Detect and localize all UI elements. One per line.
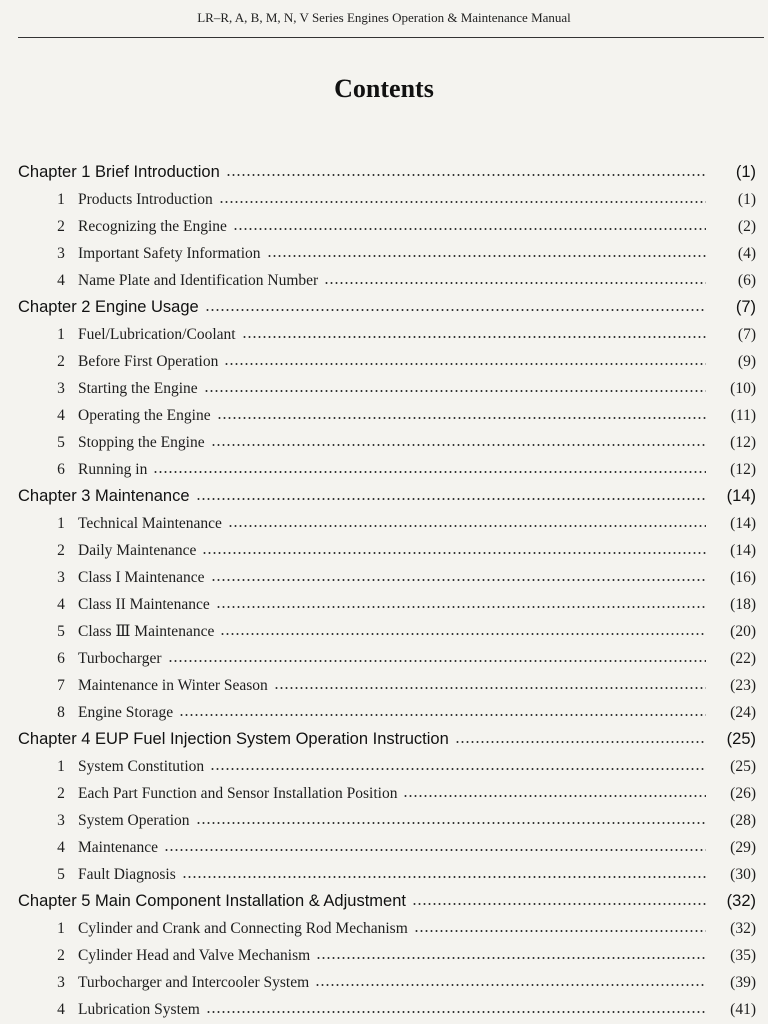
toc-chapter-entry xyxy=(0,294,768,321)
toc-page-number: (1) xyxy=(735,163,756,181)
dot-leader xyxy=(202,552,706,554)
toc-entry-label: Chapter 5 Main Component Installation & Adjustment xyxy=(18,892,406,910)
toc-section-entry xyxy=(0,996,768,1023)
dot-leader xyxy=(196,498,706,500)
dot-leader xyxy=(179,714,706,716)
toc-entry-label: Class I Maintenance xyxy=(78,569,205,586)
toc-entry-label: Class Ⅲ Maintenance xyxy=(78,623,215,640)
toc-entry-number: 3 xyxy=(57,380,65,397)
toc-section-entry xyxy=(0,186,768,213)
toc-entry-number: 5 xyxy=(57,434,65,451)
toc-entry-number: 8 xyxy=(57,704,65,721)
toc-entry-number: 1 xyxy=(57,758,65,775)
toc-page-number: (6) xyxy=(737,272,756,289)
toc-entry-number: 2 xyxy=(57,542,65,559)
dot-leader xyxy=(316,957,706,959)
toc-entry-label: Fuel/Lubrication/Coolant xyxy=(78,326,236,343)
toc-page-number: (14) xyxy=(726,487,756,505)
toc-page-number: (20) xyxy=(730,623,756,640)
toc-section-entry xyxy=(0,537,768,564)
toc-entry-number: 4 xyxy=(57,407,65,424)
toc-entry-label: Running in xyxy=(78,461,148,478)
toc-entry-label: Products Introduction xyxy=(78,191,213,208)
toc-entry-number: 4 xyxy=(57,596,65,613)
toc-section-entry xyxy=(0,321,768,348)
dot-leader xyxy=(226,174,706,176)
toc-entry-label: Chapter 3 Maintenance xyxy=(18,487,190,505)
toc-entry-number: 2 xyxy=(57,353,65,370)
running-header: LR–R, A, B, M, N, V Series Engines Operation & Maintenance Manual xyxy=(197,10,571,25)
toc-page-number: (35) xyxy=(730,947,756,964)
toc-entry-label: Class II Maintenance xyxy=(78,596,210,613)
toc-entry-number: 2 xyxy=(57,785,65,802)
toc-entry-label: Important Safety Information xyxy=(78,245,261,262)
dot-leader xyxy=(267,255,706,257)
dot-leader xyxy=(414,930,706,932)
toc-page-number: (25) xyxy=(730,758,756,775)
toc-page-number: (12) xyxy=(730,461,756,478)
dot-leader xyxy=(206,1011,706,1013)
toc-chapter-entry xyxy=(0,726,768,753)
toc-section-entry xyxy=(0,753,768,780)
toc-section-entry xyxy=(0,942,768,969)
toc-page-number: (22) xyxy=(730,650,756,667)
dot-leader xyxy=(182,876,706,878)
toc-section-entry xyxy=(0,240,768,267)
toc-page-number: (12) xyxy=(730,434,756,451)
toc-entry-label: Operating the Engine xyxy=(78,407,211,424)
toc-entry-number: 2 xyxy=(57,947,65,964)
toc-entry-label: System Constitution xyxy=(78,758,205,775)
dot-leader xyxy=(455,741,706,743)
dot-leader xyxy=(274,687,706,689)
dot-leader xyxy=(216,606,706,608)
toc-page-number: (24) xyxy=(730,704,756,721)
toc-entry-label: Chapter 2 Engine Usage xyxy=(18,298,199,316)
toc-entry-number: 4 xyxy=(57,1001,65,1018)
toc-entry-label: Cylinder Head and Valve Mechanism xyxy=(78,947,311,964)
toc-chapter-entry xyxy=(0,888,768,915)
dot-leader xyxy=(412,903,706,905)
dot-leader xyxy=(220,633,706,635)
toc-page-number: (39) xyxy=(730,974,756,991)
toc-section-entry xyxy=(0,618,768,645)
toc-entry-label: Each Part Function and Sensor Installation Position xyxy=(78,785,398,802)
toc-section-entry xyxy=(0,807,768,834)
dot-leader xyxy=(242,336,706,338)
toc-page-number: (10) xyxy=(730,380,756,397)
toc-entry-label: Fault Diagnosis xyxy=(78,866,176,883)
toc-page-number: (16) xyxy=(730,569,756,586)
toc-entry-number: 4 xyxy=(57,839,65,856)
toc-page-number: (2) xyxy=(737,218,756,235)
toc-page-number: (41) xyxy=(730,1001,756,1018)
toc-entry-label: Chapter 4 EUP Fuel Injection System Operation Instruction xyxy=(18,730,449,748)
toc-entry-number: 3 xyxy=(57,569,65,586)
toc-entry-number: 4 xyxy=(57,272,65,289)
dot-leader xyxy=(205,309,706,311)
toc-section-entry xyxy=(0,429,768,456)
table-of-contents xyxy=(0,159,768,1023)
dot-leader xyxy=(315,984,706,986)
toc-page-number: (1) xyxy=(737,191,756,208)
toc-section-entry xyxy=(0,969,768,996)
toc-page-number: (14) xyxy=(730,542,756,559)
toc-page-number: (7) xyxy=(737,326,756,343)
toc-section-entry xyxy=(0,510,768,537)
dot-leader xyxy=(219,201,706,203)
toc-entry-label: Maintenance in Winter Season xyxy=(78,677,268,694)
toc-entry-label: Technical Maintenance xyxy=(78,515,222,532)
toc-entry-number: 1 xyxy=(57,326,65,343)
dot-leader xyxy=(211,444,706,446)
toc-entry-number: 3 xyxy=(57,245,65,262)
toc-entry-number: 5 xyxy=(57,866,65,883)
dot-leader xyxy=(168,660,706,662)
toc-entry-label: System Operation xyxy=(78,812,190,829)
toc-chapter-entry xyxy=(0,483,768,510)
toc-section-entry xyxy=(0,348,768,375)
toc-entry-label: Lubrication System xyxy=(78,1001,200,1018)
dot-leader xyxy=(324,282,706,284)
toc-entry-number: 1 xyxy=(57,191,65,208)
toc-entry-label: Turbocharger xyxy=(78,650,162,667)
toc-entry-number: 3 xyxy=(57,812,65,829)
toc-page-number: (28) xyxy=(730,812,756,829)
toc-entry-label: Stopping the Engine xyxy=(78,434,205,451)
toc-entry-label: Maintenance xyxy=(78,839,159,856)
dot-leader xyxy=(210,768,706,770)
toc-entry-label: Daily Maintenance xyxy=(78,542,197,559)
toc-entry-label: Recognizing the Engine xyxy=(78,218,227,235)
toc-page-number: (29) xyxy=(730,839,756,856)
toc-chapter-entry xyxy=(0,159,768,186)
header-rule xyxy=(18,37,764,38)
toc-section-entry xyxy=(0,699,768,726)
toc-entry-number: 3 xyxy=(57,974,65,991)
toc-entry-number: 5 xyxy=(57,623,65,640)
toc-page-number: (25) xyxy=(726,730,756,748)
toc-page-number: (4) xyxy=(737,245,756,262)
toc-section-entry xyxy=(0,834,768,861)
dot-leader xyxy=(217,417,706,419)
toc-section-entry xyxy=(0,267,768,294)
toc-page-number: (26) xyxy=(730,785,756,802)
dot-leader xyxy=(164,849,706,851)
dot-leader xyxy=(211,579,706,581)
toc-entry-label: Chapter 1 Brief Introduction xyxy=(18,163,220,181)
dot-leader xyxy=(228,525,706,527)
toc-section-entry xyxy=(0,402,768,429)
dot-leader xyxy=(153,471,706,473)
toc-entry-label: Turbocharger and Intercooler System xyxy=(78,974,310,991)
toc-section-entry xyxy=(0,780,768,807)
dot-leader xyxy=(204,390,706,392)
toc-page-number: (18) xyxy=(730,596,756,613)
toc-page-number: (11) xyxy=(730,407,756,424)
dot-leader xyxy=(233,228,706,230)
toc-entry-number: 7 xyxy=(57,677,65,694)
toc-entry-number: 1 xyxy=(57,515,65,532)
toc-entry-label: Starting the Engine xyxy=(78,380,198,397)
toc-entry-number: 2 xyxy=(57,218,65,235)
toc-section-entry xyxy=(0,915,768,942)
toc-section-entry xyxy=(0,861,768,888)
toc-section-entry xyxy=(0,456,768,483)
page-title: Contents xyxy=(334,74,434,103)
toc-page-number: (23) xyxy=(730,677,756,694)
toc-entry-label: Cylinder and Crank and Connecting Rod Mechanism xyxy=(78,920,408,937)
toc-entry-number: 1 xyxy=(57,920,65,937)
toc-section-entry xyxy=(0,213,768,240)
toc-section-entry xyxy=(0,591,768,618)
toc-entry-number: 6 xyxy=(57,650,65,667)
toc-section-entry xyxy=(0,375,768,402)
toc-section-entry xyxy=(0,672,768,699)
toc-page-number: (32) xyxy=(730,920,756,937)
toc-page-number: (14) xyxy=(730,515,756,532)
dot-leader xyxy=(224,363,706,365)
toc-entry-label: Name Plate and Identification Number xyxy=(78,272,319,289)
dot-leader xyxy=(403,795,706,797)
toc-page-number: (9) xyxy=(737,353,756,370)
dot-leader xyxy=(196,822,707,824)
toc-section-entry xyxy=(0,564,768,591)
toc-page-number: (7) xyxy=(735,298,756,316)
toc-entry-label: Before First Operation xyxy=(78,353,219,370)
toc-entry-label: Engine Storage xyxy=(78,704,174,721)
toc-section-entry xyxy=(0,645,768,672)
toc-entry-number: 6 xyxy=(57,461,65,478)
toc-page-number: (32) xyxy=(726,892,756,910)
toc-page-number: (30) xyxy=(730,866,756,883)
